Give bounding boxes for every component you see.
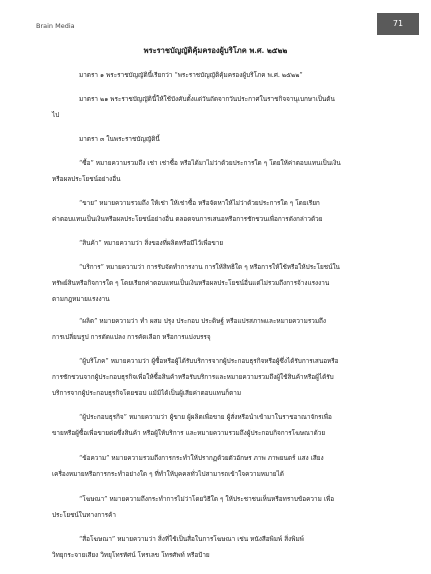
page-number-badge: 71 [377, 13, 419, 35]
paragraph-definition-produce [52, 313, 386, 345]
paragraph-definition-advertise [52, 491, 386, 523]
paragraph-line: มาตรา ๓ ในพระราชบัญญัตินี้ [79, 135, 160, 143]
paragraph-section-1 [52, 67, 386, 83]
paragraph-line: “ผู้บริโภค” หมายความว่า ผู้ซื้อหรือผู้ได้รับบริการจากผู้ประกอบธุรกิจหรือผู้ซึ่งได้รับการเสนอหรือ [79, 357, 339, 365]
paragraph-line: “ผู้ประกอบธุรกิจ” หมายความว่า ผู้ขาย ผู้ผลิตเพื่อขาย ผู้สั่งหรือนำเข้ามาในราชอาณาจักรเพื่อ [79, 413, 332, 421]
document-title: พระราชบัญญัติคุ้มครองผู้บริโภค พ.ศ. ๒๕๒๒ [143, 46, 288, 55]
paragraph-definition-sell [52, 195, 386, 227]
paragraph-definition-advertising-media [52, 531, 386, 563]
paragraph-definition-buy [52, 155, 386, 187]
paragraph-line: ขายหรือผู้ซื้อเพื่อขายต่อซึ่งสินค้า หรือผู้ให้บริการ และหมายความรวมถึงผู้ประกอบกิจการโฆษณาด้วย [52, 429, 326, 437]
paragraph-line: “ผลิต” หมายความว่า ทำ ผสม ปรุง ประกอบ ประดิษฐ์ หรือแปรสภาพและหมายความรวมถึง [79, 317, 327, 325]
paragraph-line: ประโยชน์ในทางการค้า [52, 511, 116, 519]
paragraph-line: “ข้อความ” หมายความรวมถึงการกระทำให้ปรากฏด้วยตัวอักษร ภาพ ภาพยนตร์ แสง เสียง [79, 454, 324, 462]
paragraph-section-2 [52, 91, 386, 123]
paragraph-line: มาตรา ๒๑ พระราชบัญญัตินี้ให้ใช้บังคับตั้งแต่วันถัดจากวันประกาศในราชกิจจานุเบกษาเป็นต้น [79, 95, 335, 103]
paragraph-line: ทรัพย์สินหรือกิจการใด ๆ โดยเรียกค่าตอบแทนเป็นเงินหรือผลประโยชน์อื่นแต่ไม่รวมถึงการจ้างแรงงาน [52, 279, 330, 287]
paragraph-definition-statement [52, 450, 386, 482]
paragraph-line: ตามกฎหมายแรงงาน [52, 295, 110, 303]
paragraph-line: “ขาย” หมายความรวมถึง ให้เช่า ให้เช่าซื้อ หรือจัดหาให้ไม่ว่าด้วยประการใด ๆ โดยเรียก [79, 199, 320, 207]
paragraph-definition-goods [52, 235, 386, 251]
paragraph-line: บริการจากผู้ประกอบธุรกิจโดยชอบ แม้มิได้เป็นผู้เสียค่าตอบแทนก็ตาม [52, 389, 242, 397]
paragraph-line: การเปลี่ยนรูป การดัดแปลง การคัดเลือก หรือการแบ่งบรรจุ [52, 333, 211, 341]
paragraph-line: เครื่องหมายหรือการกระทำอย่างใด ๆ ที่ทำให้บุคคลทั่วไปสามารถเข้าใจความหมายได้ [52, 470, 284, 478]
paragraph-definition-business-operator [52, 409, 386, 441]
paragraph-section-3 [52, 131, 386, 147]
paragraph-line: “ซื้อ” หมายความรวมถึง เช่า เช่าซื้อ หรือได้มาไม่ว่าด้วยประการใด ๆ โดยให้ค่าตอบแทนเป็นเงิน [79, 159, 341, 167]
paragraph-line: ไป [52, 111, 60, 119]
paragraph-definition-service [52, 259, 386, 307]
paragraph-line: “บริการ” หมายความว่า การรับจัดทำการงาน การให้สิทธิใด ๆ หรือการให้ใช้หรือให้ประโยชน์ใน [79, 263, 340, 271]
paragraph-definition-consumer [52, 353, 386, 401]
paragraph-line: ค่าตอบแทนเป็นเงินหรือผลประโยชน์อย่างอื่น ตลอดจนการเสนอหรือการชักชวนเพื่อการดังกล่าวด้วย [52, 215, 323, 223]
paragraph-line: มาตรา ๑ พระราชบัญญัตินี้เรียกว่า “พระราชบัญญัติคุ้มครองผู้บริโภค พ.ศ. ๒๕๒๒” [79, 71, 303, 79]
paragraph-line: วิทยุกระจายเสียง วิทยุโทรทัศน์ โทรเลข โทรศัพท์ หรือป้าย [52, 551, 210, 559]
paragraph-line: “สื่อโฆษณา” หมายความว่า สิ่งที่ใช้เป็นสื่อในการโฆษณา เช่น หนังสือพิมพ์ สิ่งพิมพ์ [79, 535, 304, 543]
paragraph-line: การชักชวนจากผู้ประกอบธุรกิจเพื่อให้ซื้อสินค้าหรือรับบริการและหมายความรวมถึงผู้ใช้สินค้าหรือผู้ได้รับ [52, 373, 334, 381]
brand-label: Brain Media [36, 22, 75, 30]
paragraph-line: หรือผลประโยชน์อย่างอื่น [52, 175, 121, 183]
paragraph-line: “สินค้า” หมายความว่า สิ่งของที่ผลิตหรือมีไว้เพื่อขาย [79, 239, 224, 247]
paragraph-line: “โฆษณา” หมายความถึงกระทำการไม่ว่าโดยวิธีใด ๆ ให้ประชาชนเห็นหรือทราบข้อความ เพื่อ [79, 495, 335, 503]
